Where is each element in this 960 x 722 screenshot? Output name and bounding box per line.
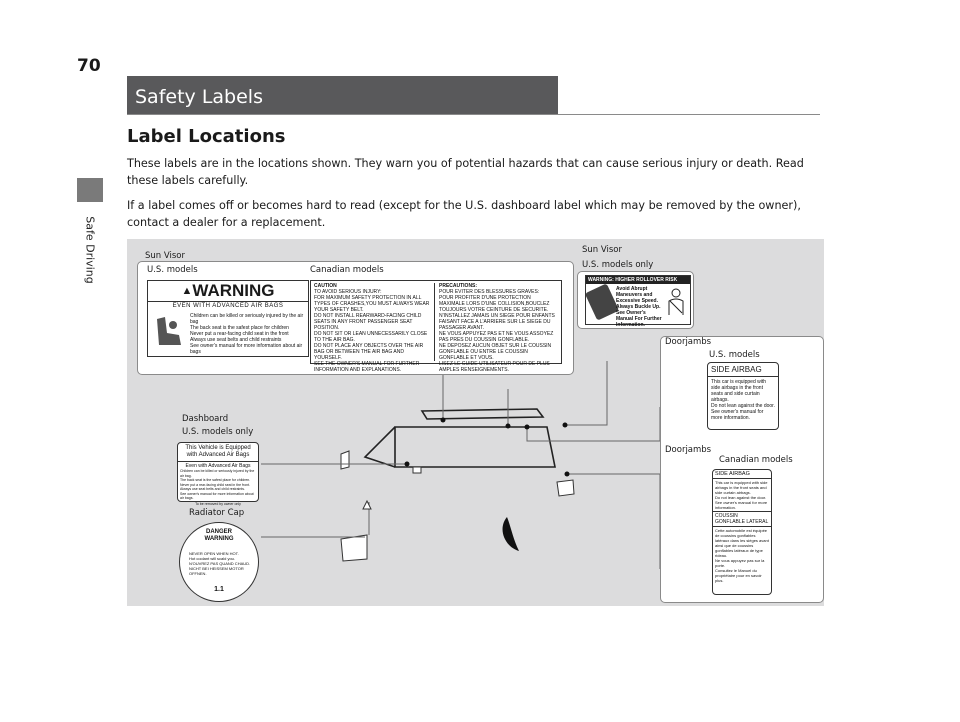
warning-banner: ▲WARNING [181, 281, 275, 300]
warning-triangle-icon: ▲ [181, 285, 193, 297]
dashboard-line: Always use seat belts and child restraints. [180, 487, 245, 491]
dashboard-subtitle: U.S. models only [182, 427, 254, 437]
side-airbag-sticker-canadian [712, 469, 772, 595]
side-airbag-title-en: SIDE AIRBAG [713, 470, 771, 479]
side-airbag-line-en: Do not lean against the door. [715, 495, 767, 500]
warning-line: Always use seat belts and child restraints [190, 337, 282, 343]
radiator-pressure: 1.1 [214, 586, 224, 593]
caution-line: DO NOT SIT OR LEAN UNNECESSARILY CLOSE TO THE AIR BAG. [314, 331, 428, 343]
side-airbag-line-fr: Ne vous appuyez pas sur la porte. [715, 558, 765, 568]
warning-line: The back seat is the safest place for children [190, 325, 289, 331]
doorjambs-canadian-models-label: Canadian models [719, 455, 793, 465]
dashboard-line: Children can be killed or seriously injured by the air bag. [180, 469, 255, 478]
precautions-line: POUR PROFITER D'UNE PROTECTION MAXIMALE LORS D'UNE COLLISION,BOUCLEZ TOUJOURS VOTRE CEINTURE DE SECURITE. [439, 295, 550, 313]
dashboard-title: Dashboard [182, 414, 229, 424]
rollover-warning-label: WARNING: [588, 277, 614, 283]
radiator-line: Hot coolant will scald you. [189, 556, 236, 561]
dashboard-line: See owner's manual for more information about air bags. [180, 491, 254, 500]
precautions-line: LISEZ LE GUIDE UTILISATEUR POUR DE PLUS AMPLES RENSEIGNEMENTS. [439, 361, 550, 373]
dashboard-airbag-label [177, 442, 259, 506]
rollover-warning-sticker [585, 275, 691, 328]
replacement-paragraph: If a label comes off or becomes hard to read (except for the U.S. dashboard label which may be removed by the owner), contact a dealer for a replacement. [127, 199, 801, 229]
caution-line: DO NOT PLACE ANY OBJECTS OVER THE AIR BAG OR BETWEEN THE AIR BAG AND YOURSELF. [314, 343, 424, 361]
precautions-line: NE DEPOSEZ AUCUN OBJET SUR LE COUSSIN GONFLABLE OU ENTRE LE COUSSIN GONFLABLE ET VOUS. [439, 343, 552, 361]
precautions-title: PRECAUTIONS: [439, 283, 478, 289]
side-airbag-line-en: This car is equipped with side airbags in the front seats and side curtain airbags. [715, 480, 768, 495]
doorjambs-us-models-label: U.S. models [709, 350, 760, 360]
seatbelt-icon [666, 287, 686, 317]
section-divider [127, 114, 820, 115]
caution-title: CAUTION [314, 283, 337, 289]
warning-line: Children can be killed or seriously injured by the air bag [190, 313, 304, 325]
side-airbag-line: Do not lean against the door. [711, 403, 775, 409]
caution-line: SEE THE OWNER'S MANUAL FOR FURTHER INFORMATION AND EXPLANATIONS. [314, 361, 420, 373]
airbag-warning-sticker [147, 280, 309, 357]
rollover-line: Always Buckle Up. [616, 304, 661, 310]
right-sun-visor-title: Sun Visor [582, 245, 622, 255]
page-heading: Label Locations [127, 126, 286, 147]
caution-divider [434, 283, 435, 361]
us-models-label: U.S. models [147, 265, 198, 275]
side-airbag-title: SIDE AIRBAG [708, 363, 778, 377]
rollover-warning-text: HIGHER ROLLOVER RISK [615, 277, 678, 283]
side-airbag-line: This car is equipped with side airbags in the front seats and side curtain airbags. [711, 379, 767, 403]
side-airbag-sticker-us [707, 362, 779, 430]
radiator-line: NEVER OPEN WHEN HOT. [189, 551, 239, 556]
side-airbag-line-fr: Consultez le Manuel du propriétaire pour en savoir plus. [715, 568, 762, 583]
radiator-cap-label [179, 522, 259, 602]
side-airbag-title-fr: COUSSIN GONFLABLE LATERAL [713, 511, 771, 527]
caution-line: DO NOT INSTALL REARWARD-FACING CHILD SEATS IN ANY FRONT PASSENGER SEAT POSITION. [314, 313, 422, 331]
rollover-line: See Owner's Manual For Further Information. [616, 310, 662, 328]
dashboard-footer: To be removed by owner only [195, 501, 241, 506]
side-airbag-line-fr: Cette automobile est équipée de coussins gonflables latéraux dans les sièges avant ainsi que de coussins gonflables latéraux de type rideau. [715, 528, 769, 558]
precautions-line: NE VOUS APPUYEZ PAS ET NE VOUS ASSOYEZ PAS PRES DU COUSSIN GONFLABLE. [439, 331, 554, 343]
caution-sticker [310, 280, 562, 373]
radiator-line: N'OUVREZ PAS QUAND CHAUD. [189, 561, 251, 566]
side-tab-label: Safe Driving [83, 216, 97, 284]
side-tab-marker [77, 178, 103, 202]
canadian-models-label: Canadian models [310, 265, 384, 275]
doorjambs-title-canadian: Doorjambs [665, 445, 712, 455]
sun-visor-title: Sun Visor [145, 251, 185, 261]
dashboard-label-sub: Even with Advanced Air Bags [185, 463, 251, 469]
dashboard-line: The back seat is the safest place for children. [180, 478, 251, 482]
side-airbag-line: See owner's manual for more information. [711, 409, 764, 421]
page-number: 70 [77, 56, 101, 76]
precautions-subtitle: POUR EVITER DES BLESSURES GRAVES: [439, 289, 540, 295]
warning-subtitle: EVEN WITH ADVANCED AIR BAGS [148, 301, 308, 309]
radiator-danger-text: DANGER [205, 529, 232, 535]
child-seat-icon [153, 313, 187, 349]
caution-subtitle: TO AVOID SERIOUS INJURY: [314, 289, 382, 295]
right-sun-visor-subtitle: U.S. models only [582, 260, 654, 270]
rollover-car-icon [585, 283, 619, 320]
dashboard-label-header: This Vehicle is Equipped with Advanced Air Bags [178, 443, 258, 462]
rollover-line: Avoid Abrupt Maneuvers and Excessive Speed. [616, 286, 658, 304]
caution-line: FOR MAXIMUM SAFETY PROTECTION IN ALL TYPES OF CRASHES,YOU MUST ALWAYS WEAR YOUR SAFETY BELT. [314, 295, 430, 313]
precautions-line: N'INSTALLEZ JAMAIS UN SIEGE POUR ENFANTS FAISANT FACE A L'ARRIERE SUR LE SIEGE DU PASSAGER AVANT. [439, 313, 555, 331]
warning-line: Never put a rear-facing child seat in the front [190, 331, 289, 337]
side-airbag-line-en: See owner's manual for more information. [715, 500, 768, 510]
dashboard-line: Never put a rear-facing child seat in the front. [180, 482, 251, 487]
warning-line: See owner's manual for more information about air bags [190, 343, 303, 355]
label-locations-diagram [127, 239, 824, 606]
section-title: Safety Labels [127, 76, 558, 114]
doorjambs-title: Doorjambs [665, 337, 712, 347]
intro-paragraph: These labels are in the locations shown. They warn you of potential hazards that can cause serious injury or death. Read these labels carefully. [127, 157, 804, 187]
radiator-line: NICHT BEI HEISSEM MOTOR OFFNEN. [189, 566, 244, 576]
radiator-cap-title: Radiator Cap [189, 508, 245, 518]
radiator-warning-text: WARNING [204, 536, 234, 542]
